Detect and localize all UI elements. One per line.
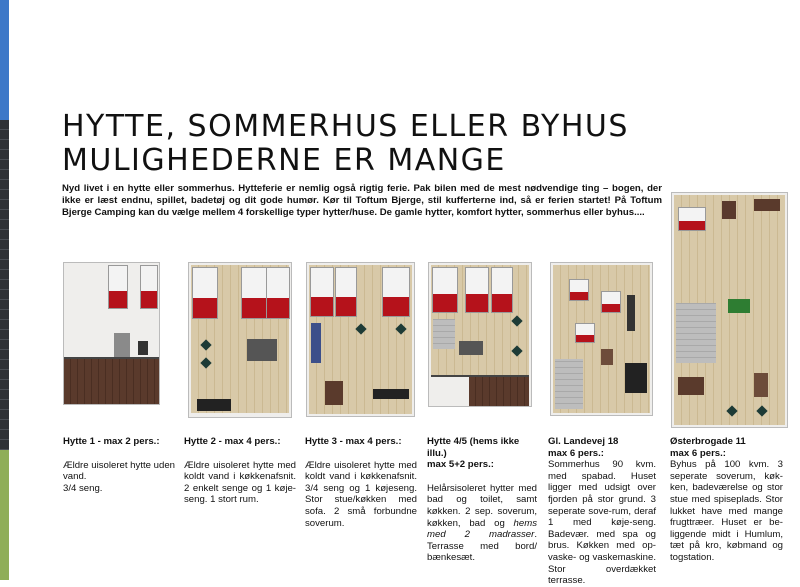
caption-hytte-3 — [305, 436, 417, 529]
floorplan-hytte-2 — [188, 262, 292, 418]
caption-heading: Hytte 3 - max 4 pers.: — [305, 436, 402, 447]
page-title — [62, 110, 629, 178]
floorplan-hytte-1 — [63, 262, 160, 405]
floorplan-hytte-4-5 — [428, 262, 532, 407]
caption-hytte-1 — [63, 436, 181, 494]
floorplan-osterbrogade-11 — [671, 192, 788, 428]
caption-body: Ældre uisoleret hytte med koldt vand i køkkenafsnit. 3/4 seng og 1 køjeseng. Stor stue/køkken med sofa. 2 små forbundne soverum. — [305, 459, 417, 529]
floorplan-gl-landevej-18 — [550, 262, 653, 416]
caption-body: Helårsisoleret hytter med bad og toilet, samt køkken. 2 sep. soverum, køkken, bad og hems med 2 madrasser. Terrasse med bord/ bænkesæt. — [427, 482, 537, 564]
title-line-2: MULIGHEDERNE ER MANGE — [62, 143, 506, 178]
caption-hytte-4-5 — [427, 436, 537, 564]
caption-heading: Østerbrogade 11 max 6 pers.: — [670, 436, 746, 459]
title-line-1: HYTTE, SOMMERHUS ELLER BYHUS — [62, 109, 629, 144]
caption-gl-landevej-18 — [548, 436, 656, 587]
caption-body: Sommerhus 90 kvm. med spabad. Huset ligger med udsigt over fjorden på stor grund. 3 seperate sove-rum, deraf 1 med køje-seng. Badevær. med spa og brus. Køkken med op-vaske- og vaskemaskine. Stor overdækket terrasse. — [548, 459, 656, 587]
caption-body: Ældre uisoleret hytte uden vand. 3/4 seng. — [63, 459, 175, 494]
caption-body: Ældre uisoleret hytte med koldt vand i køkkenafsnit. 2 enkelt senge og 1 køje-seng. 1 stort rum. — [184, 459, 296, 506]
caption-body: Byhus på 100 kvm. 3 seperate soverum, køk-ken, badeværelse og stor stue med spiseplads. Stor lukket have med mange frugttræer. Huset er be-liggende midt i Humlum, tæt på kro, købmand og togstation. — [670, 459, 783, 563]
caption-heading: Gl. Landevej 18 max 6 pers.: — [548, 436, 619, 459]
floorplan-hytte-3 — [306, 262, 415, 417]
caption-osterbrogade-11 — [670, 436, 783, 564]
photo-edge-strip — [0, 0, 9, 580]
caption-hytte-2 — [184, 436, 296, 506]
caption-heading: Hytte 4/5 (hems ikke illu.) max 5+2 pers.: — [427, 436, 520, 471]
caption-heading: Hytte 2 - max 4 pers.: — [184, 436, 281, 447]
intro-paragraph: Nyd livet i en hytte eller sommerhus. Hytteferie er nemlig også rigtig ferie. Pak bilen med de mest nødvendige ting – bogen, der ikke er læst endnu, spillet, badetøj og dit gode humør. Kør til Toftum Bjerge, stil kufferterne ind, så er ferien startet! På Toftum Bjerge Camping kan du vælge mellem 4 forskellige typer hytter/huse. De gamle hytter, komfort hytter, sommerhus eller byhus.... — [62, 183, 662, 218]
caption-heading: Hytte 1 - max 2 pers.: — [63, 436, 160, 447]
